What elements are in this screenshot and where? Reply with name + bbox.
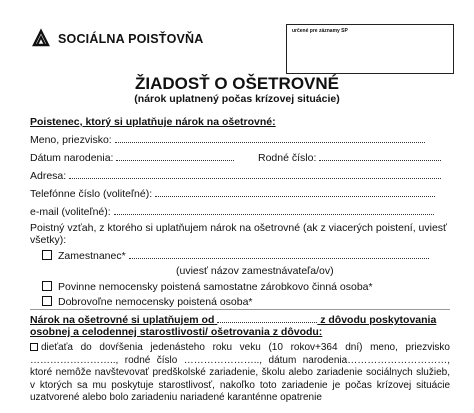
birth-number-field[interactable]	[319, 151, 441, 161]
claim-line-1	[30, 313, 436, 326]
email-row	[30, 205, 434, 218]
employer-hint: (uviesť názov zamestnávateľa/ov)	[176, 265, 334, 277]
self-employed-label: Povinne nemocensky poistená samostatne zárobkovo činná osoba*	[58, 281, 373, 293]
relation-line-1: Poistný vzťah, z ktorého si uplatňujem nárok na ošetrovné (ak z viacerých poistení, uviesť	[30, 222, 447, 234]
child-care-checkbox[interactable]	[30, 343, 38, 351]
phone-row	[30, 187, 435, 200]
birth-number-row	[258, 151, 441, 164]
self-employed-checkbox[interactable]	[42, 281, 52, 291]
birth-number-label: Rodné číslo:	[258, 152, 317, 164]
child-care-option	[30, 342, 450, 405]
claim-reason-label: z dôvodu poskytovania	[320, 314, 437, 326]
logo-text: SOCIÁLNA POISŤOVŇA	[58, 32, 204, 46]
birth-date-field[interactable]	[116, 151, 234, 161]
employer-field[interactable]	[129, 249, 429, 259]
claim-line-2: osobnej a celodennej starostlivosti/ ošetrovania z dôvodu:	[30, 326, 323, 338]
voluntary-checkbox[interactable]	[42, 296, 52, 306]
employee-label: Zamestnanec*	[58, 250, 126, 262]
phone-label: Telefónne číslo (voliteľné):	[30, 188, 153, 200]
form-subtitle: (nárok uplatnený počas krízovej situácie)	[134, 93, 340, 105]
email-label: e-mail (voliteľné):	[30, 206, 111, 218]
phone-field[interactable]	[155, 187, 435, 197]
address-row	[30, 169, 441, 182]
voluntary-label: Dobrovoľne nemocensky poistená osoba*	[58, 296, 253, 308]
relation-line-2: všetky):	[30, 234, 67, 246]
name-label: Meno, priezvisko:	[30, 134, 112, 146]
child-care-text: dieťaťa do dovŕšenia jedenásteho roku veku (10 rokov+364 dní) meno, priezvisko …………………….., rodné číslo ………………….., dátum narodenia…………………………, ktoré nemôže navštevovať predškolské zariadenie, školu alebo zariadenie sociálnych služieb, v ktorých sa mu poskytuje starostlivosť, nakoľko toto zariadenie je počas krízovej situácie uzatvorené alebo bolo zariadeniu nariadené karanténne opatrenie	[30, 342, 450, 403]
name-row	[30, 133, 425, 146]
social-insurance-logo-icon	[30, 28, 52, 48]
email-field[interactable]	[114, 205, 434, 215]
office-record-label: určené pre záznamy SP	[292, 28, 348, 34]
section-divider	[30, 309, 450, 310]
voluntary-option[interactable]	[42, 296, 253, 308]
form-title: ŽIADOSŤ O OŠETROVNÉ	[134, 74, 340, 93]
claim-from-label: Nárok na ošetrovné si uplatňujem od	[30, 314, 215, 326]
name-field[interactable]	[115, 133, 425, 143]
address-field[interactable]	[69, 169, 441, 179]
office-record-box	[286, 24, 454, 74]
applicant-heading: Poistenec, ktorý si uplatňuje nárok na ošetrovné:	[30, 116, 276, 128]
employee-option[interactable]	[42, 249, 429, 262]
claim-from-date-field[interactable]	[217, 313, 317, 323]
self-employed-option[interactable]	[42, 281, 373, 293]
birth-date-label: Dátum narodenia:	[30, 152, 114, 164]
address-label: Adresa:	[30, 170, 67, 182]
birth-row	[30, 151, 234, 164]
employee-checkbox[interactable]	[42, 250, 52, 260]
